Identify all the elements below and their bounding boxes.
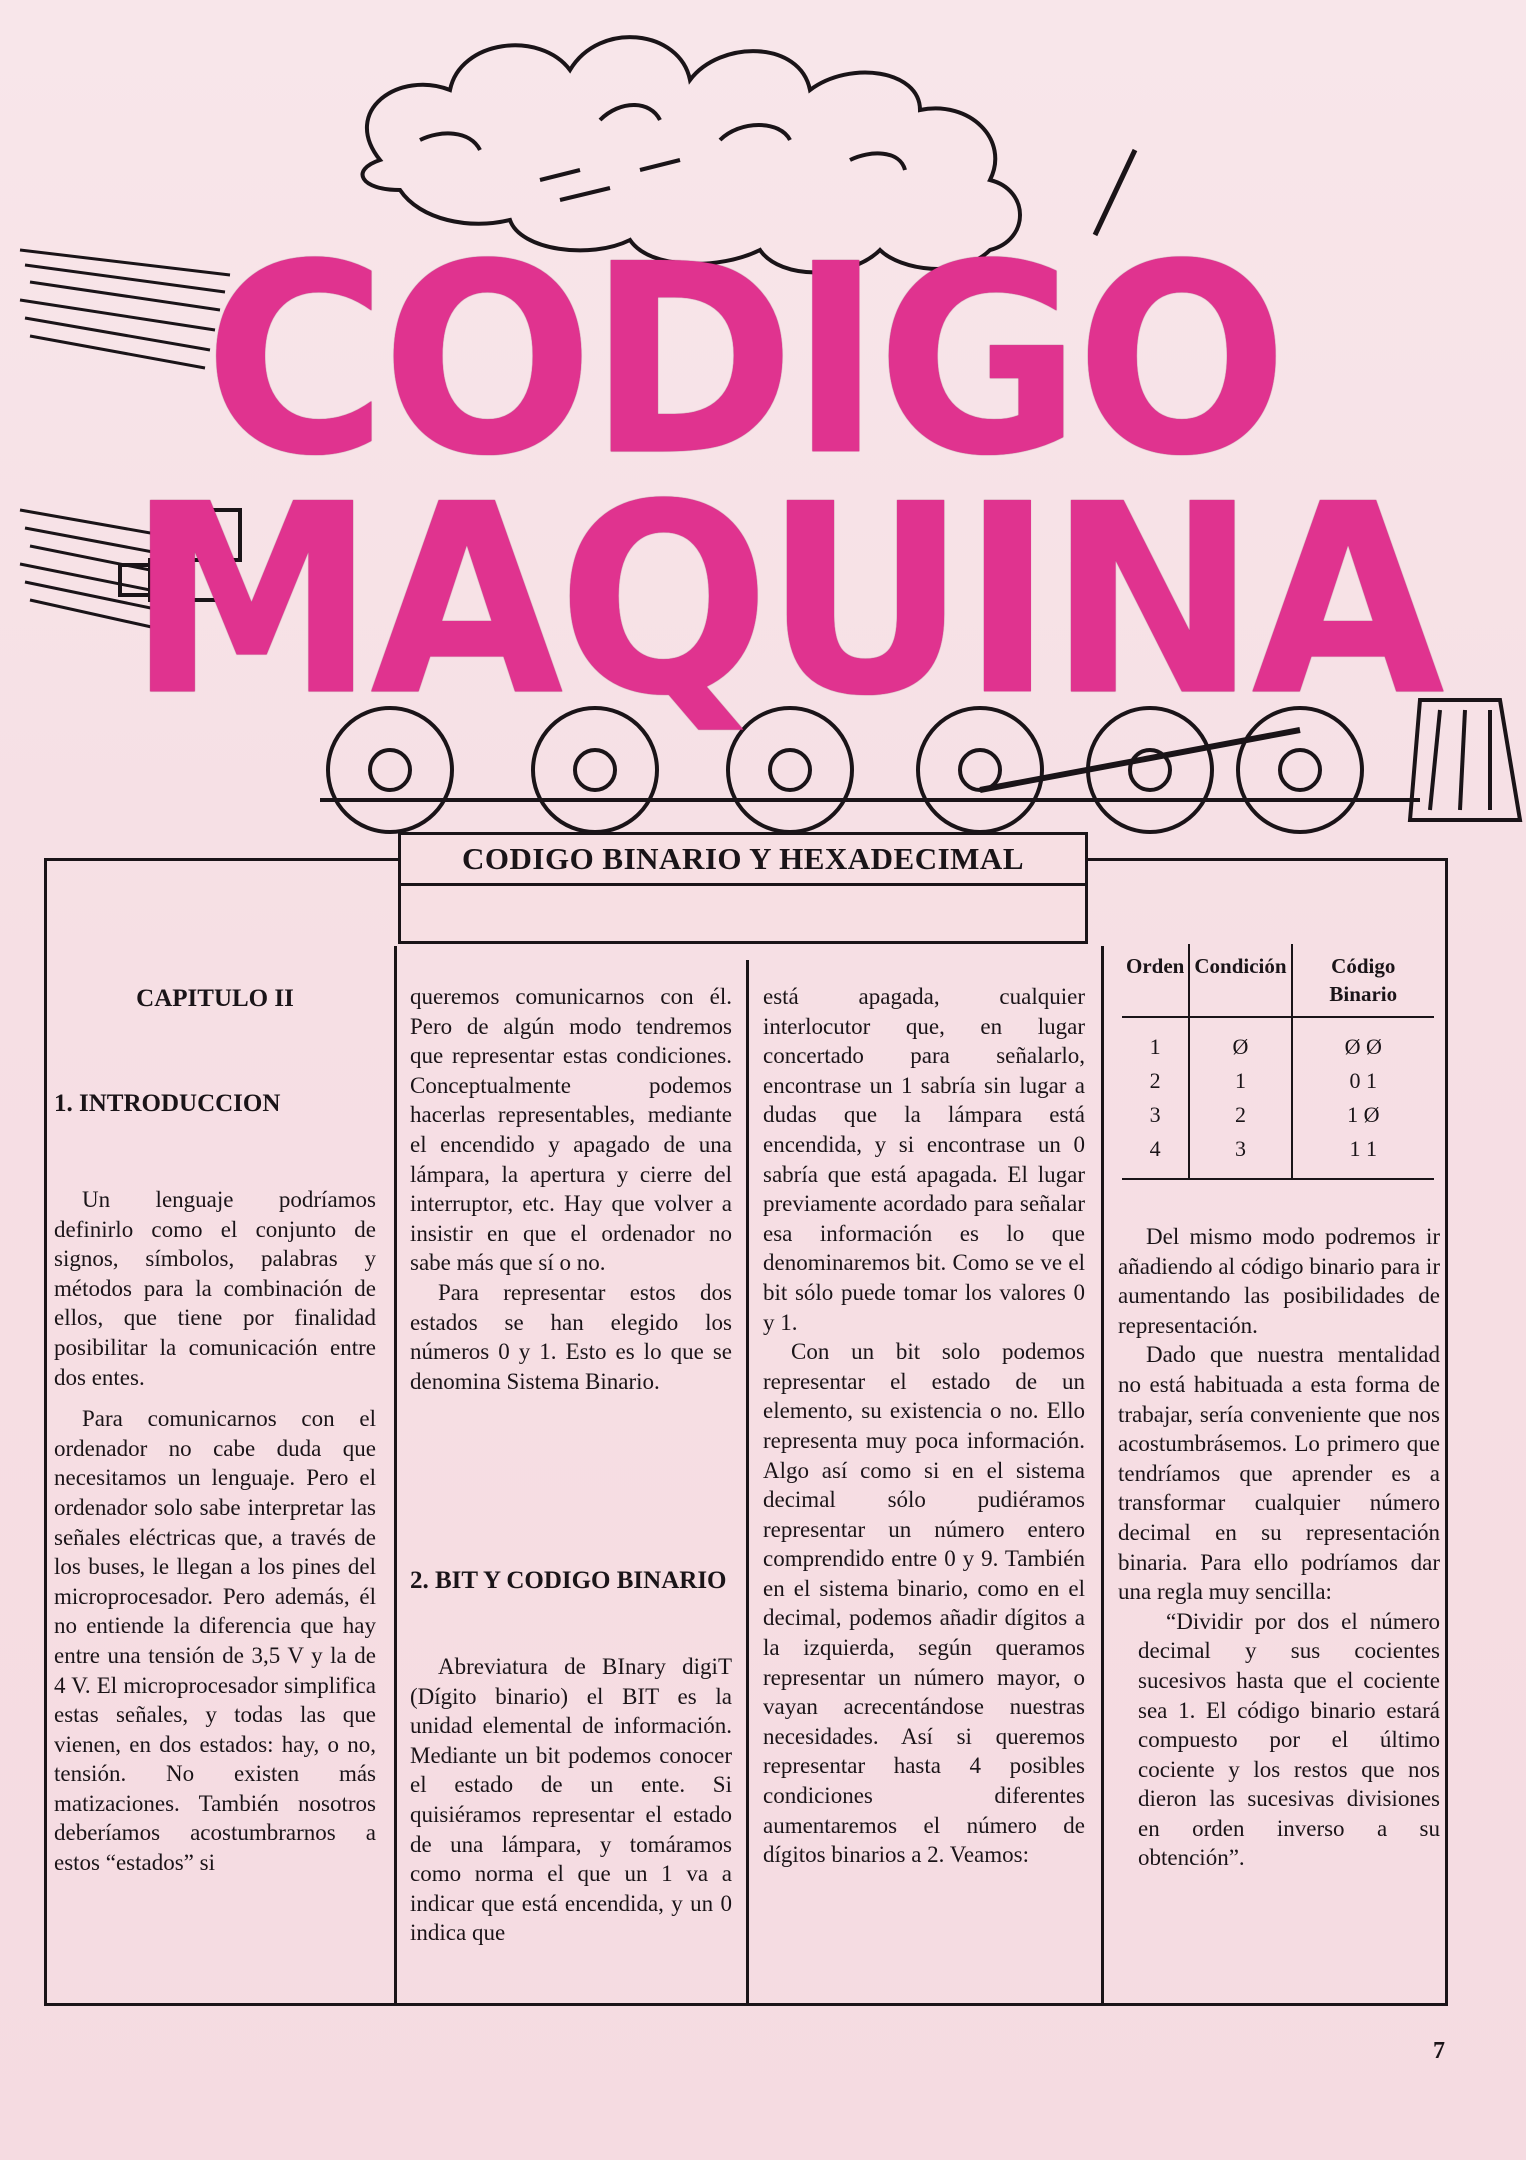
table-cell: 0 1: [1292, 1064, 1434, 1098]
column-2-lower: [410, 1652, 732, 1948]
table-cell: Ø Ø: [1292, 1017, 1434, 1064]
section-heading-bit: 2. BIT Y CODIGO BINARIO: [410, 1567, 727, 1594]
table-cell: 4: [1122, 1132, 1189, 1179]
paragraph: Para comunicarnos con el ordenador no cabe duda que necesitamos un lenguaje. Pero el ordenador solo sabe interpretar las señales eléctricas que, a través de los buses, le llegan a los pines del microprocesador. Pero además, él no entiende la diferencia que hay entre una tensión de 3,5 V y la de 4 V. El microprocesador simplifica estas señales, y todas las que vienen, en dos estados: hay, o no, tensión. No existen más matizaciones. También nosotros deberíamos acostumbrarnos a estos “estados” si: [54, 1406, 376, 1876]
table-cell: 2: [1189, 1098, 1291, 1132]
column-rule: [1101, 946, 1104, 2006]
table-cell: 1: [1149, 1034, 1161, 1059]
paragraph: Del mismo modo podremos ir añadiendo al código binario para ir aumentando las posibilidades de representación.: [1118, 1224, 1440, 1338]
table-cell: 3: [1189, 1132, 1291, 1179]
column-3: [763, 982, 1085, 1870]
table-cell: 3: [1149, 1102, 1161, 1127]
table-cell: Ø: [1189, 1017, 1291, 1064]
table-cell: 2: [1149, 1068, 1161, 1093]
page-number: 7: [1433, 2038, 1445, 2064]
column-1: [54, 1185, 376, 1878]
table-cell: 1: [1189, 1064, 1291, 1098]
subtitle: CODIGO BINARIO Y HEXADECIMAL: [398, 832, 1088, 886]
table-row: [1122, 1064, 1434, 1098]
paragraph: Con un bit solo podemos representar el estado de un elemento, su existencia o no. Ello representa muy poca información. Algo así como si en el sistema decimal sólo pudiéramos representar un número entero comprendido entre 0 y 9. También en el sistema binario, como en el decimal, podemos añadir dígitos a la izquierda, según queramos representar un número mayor, o vayan acrecentándose nuestras necesidades. Así si queremos representar hasta 4 posibles condiciones diferentes aumentaremos el número de dígitos binarios a 2. Veamos:: [763, 1339, 1085, 1868]
paragraph: queremos comunicarnos con él. Pero de algún modo tendremos que representar estas condiciones. Conceptualmente podemos hacerlas representables, mediante el encendido y apagado de una lámpara, la apertura y cierre del interruptor, etc. Hay que volver a insistir en que el ordenador no sabe más que sí o no.: [410, 984, 732, 1276]
binary-table: [1122, 944, 1434, 1180]
column-rule: [746, 960, 749, 2006]
title-line-1: CODIGO: [203, 207, 1283, 514]
subtitle-box: [398, 832, 1088, 944]
paragraph: Para representar estos dos estados se han elegido los números 0 y 1. Esto es lo que se denomina Sistema Binario.: [410, 1279, 732, 1394]
paragraph: Un lenguaje podríamos definirlo como el conjunto de signos, símbolos, palabras y métodos para la combinación de ellos, que tiene por finalidad posibilitar la comunicación entre dos entes.: [54, 1187, 376, 1390]
rule-quote: “Dividir por dos el número decimal y sus cocientes sucesivos hasta que el cociente sea 1. El código binario estará compuesto por el último cociente y los restos que nos dieron las sucesivas divisiones en orden inverso a su obtención”.: [1138, 1608, 1440, 1871]
column-2: [410, 982, 732, 1396]
table-cell: 1 1: [1292, 1132, 1434, 1179]
table-row: [1122, 1132, 1434, 1179]
paragraph: Abreviatura de BInary digiT (Dígito binario) el BIT es la unidad elemental de información. Mediante un bit podemos conocer el estado de un ente. Si quisiéramos representar el estado de una lámpara, y tomáramos como norma el que un 1 va a indicar que está encendida, y un 0 indica que: [410, 1654, 732, 1946]
column-rule: [394, 946, 397, 2006]
table-header: Orden: [1122, 944, 1189, 1017]
title-line-2: MAQUINA: [127, 447, 1439, 754]
paragraph: está apagada, cualquier interlocutor que, en lugar concertado para señalarlo, encontrase un 1 sabría sin lugar a dudas que la lámpara está encendida, y si encontrase un 0 sabría que está apagada. El lugar previamente acordado para señalar esa información es lo que denominaremos bit. Como se ve el bit sólo puede tomar los valores 0 y 1.: [763, 984, 1085, 1335]
table-row: [1122, 1017, 1434, 1064]
section-heading-intro: 1. INTRODUCCION: [54, 1090, 281, 1117]
table-row: [1122, 1098, 1434, 1132]
paragraph: Dado que nuestra mentalidad no está habituada a esta forma de trabajar, sería conveniente que nos acostumbrásemos. Lo primero que tendríamos que aprender es a transformar cualquier número decimal en su representación binaria. Para ello podríamos dar una regla muy sencilla:: [1118, 1342, 1440, 1605]
table-cell: 1 Ø: [1292, 1098, 1434, 1132]
column-4: [1118, 1222, 1440, 1873]
table-header: Condición: [1189, 944, 1291, 1017]
table-header: Código Binario: [1292, 944, 1434, 1017]
chapter-heading: CAPITULO II: [136, 985, 294, 1012]
